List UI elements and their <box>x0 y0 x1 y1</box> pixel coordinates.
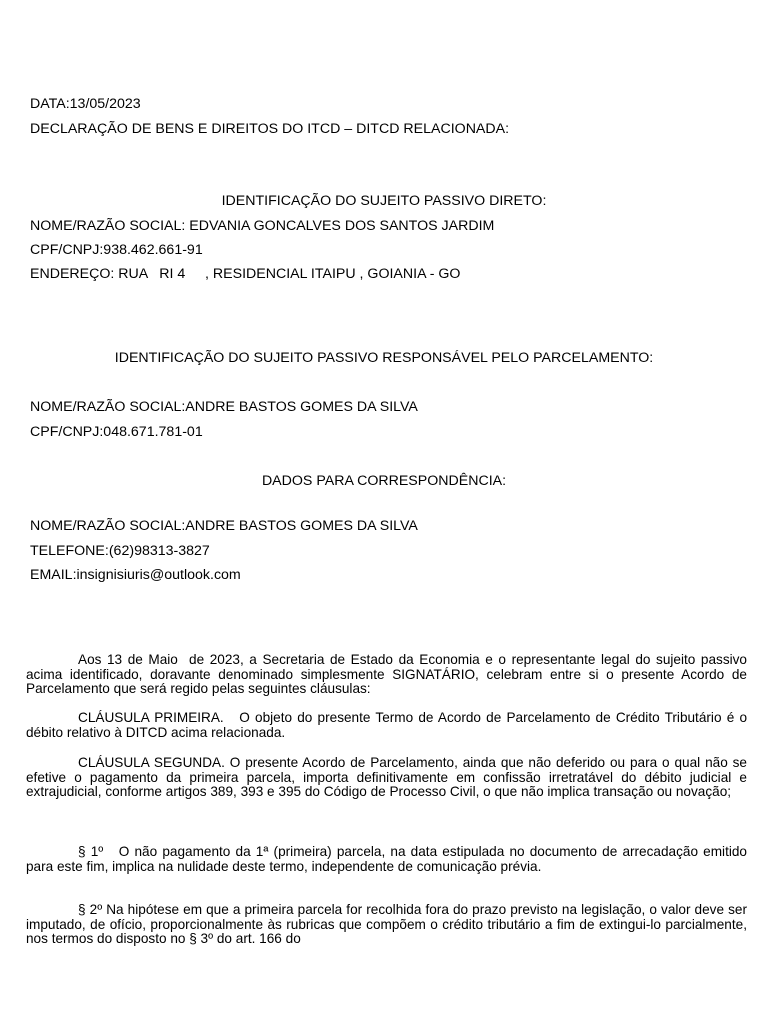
declaration-title: DECLARAÇÃO DE BENS E DIREITOS DO ITCD – DITCD RELACIONADA: <box>30 121 510 137</box>
direct-taxpayer-name: NOME/RAZÃO SOCIAL: EDVANIA GONCALVES DOS SANTOS JARDIM <box>30 218 495 234</box>
direct-taxpayer-address: ENDEREÇO: RUA RI 4 , RESIDENCIAL ITAIPU , GOIANIA - GO <box>30 266 461 282</box>
correspondence-phone: TELEFONE:(62)98313-3827 <box>30 543 210 559</box>
responsible-taxpayer-cpf: CPF/CNPJ:048.671.781-01 <box>30 424 203 440</box>
paragraph-two <box>26 903 747 947</box>
correspondence-email: EMAIL:insignisiuris@outlook.com <box>30 567 241 583</box>
correspondence-name: NOME/RAZÃO SOCIAL:ANDRE BASTOS GOMES DA SILVA <box>30 518 418 534</box>
correspondence-heading: DADOS PARA CORRESPONDÊNCIA: <box>261 473 507 489</box>
direct-taxpayer-cpf: CPF/CNPJ:938.462.661-91 <box>30 242 203 258</box>
paragraph-one <box>26 844 751 874</box>
clause-one-paragraph <box>26 710 751 740</box>
direct-taxpayer-heading: IDENTIFICAÇÃO DO SUJEITO PASSIVO DIRETO: <box>221 193 547 209</box>
paragraph-one-text: § 1º O não pagamento da 1ª (primeira) parcela, na data estipulada no documento de arrecadação emitido para este fim, implica na nulidade deste termo, independente de comunicação prévia. <box>26 844 751 874</box>
intro-text: Aos 13 de Maio de 2023, a Secretaria de Estado da Economia e o representante legal do sujeito passivo acima identificado, doravante denominado simplesmente SIGNATÁRIO, celebram entre si o presente Acordo de Parcelamento que será regido pelas seguintes cláusulas: <box>26 652 751 696</box>
clause-two-text: CLÁUSULA SEGUNDA. O presente Acordo de Parcelamento, ainda que não deferido ou para o qual não se efetive o pagamento da primeira parcela, importa definitivamente em confissão irretratável do débito judicial e extrajudicial, conforme artigos 389, 393 e 395 do Código de Processo Civil, o que não implica transação ou novação; <box>26 755 747 799</box>
date-line: DATA:13/05/2023 <box>30 96 141 112</box>
clause-two-paragraph <box>26 756 747 800</box>
clause-one-text: CLÁUSULA PRIMEIRA. O objeto do presente Termo de Acordo de Parcelamento de Crédito Tributário é o débito relativo à DITCD acima relacionada. <box>26 710 751 740</box>
responsible-taxpayer-heading: IDENTIFICAÇÃO DO SUJEITO PASSIVO RESPONSÁVEL PELO PARCELAMENTO: <box>114 350 654 366</box>
paragraph-two-text: § 2º Na hipótese em que a primeira parcela for recolhida fora do prazo previsto na legislação, o valor deve ser imputado, de ofício, proporcionalmente às rubricas que compõem o crédito tributário a fim de extingui-lo parcialmente, nos termos do disposto no § 3º do art. 166 do <box>26 902 747 946</box>
responsible-taxpayer-name: NOME/RAZÃO SOCIAL:ANDRE BASTOS GOMES DA SILVA <box>30 399 418 415</box>
intro-paragraph <box>26 652 751 697</box>
